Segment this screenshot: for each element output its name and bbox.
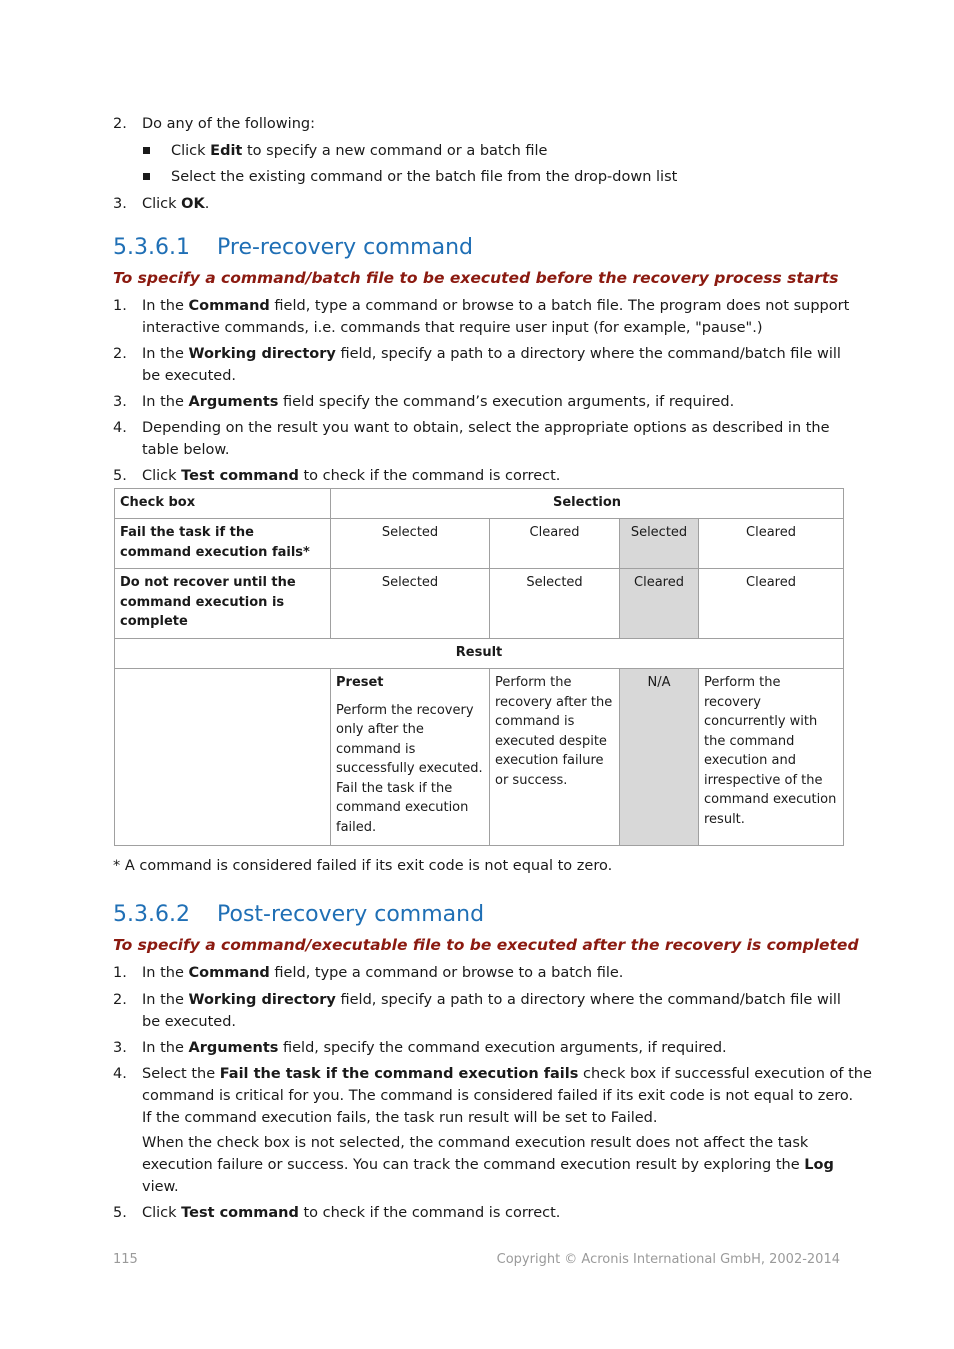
step-text: Do any of the following: [142,116,315,132]
step-text: Depending on the result you want to obtain, select the appropriate options as described in the table below. [142,420,830,458]
step-note: When the check box is not selected, the command execution result does not affect the task execution failure or success. You can track the command execution result by exploring the Log view. [142,1135,834,1195]
table-cell: Cleared [699,569,844,639]
row-label: Fail the task if the command execution fails* [115,519,331,569]
row-label: Do not recover until the command execution is complete [115,569,331,639]
section-title: Pre-recovery command [217,235,473,260]
step-number: 2. [113,992,127,1008]
step-text: In the Working directory field, specify a path to a directory where the command/batch file will be executed. [142,992,841,1030]
step-number: 3. [113,394,127,410]
result-header: Result [115,639,844,669]
procedure-heading: To specify a command/executable file to be executed after the recovery is completed [113,936,859,954]
table-cell: Cleared [699,519,844,569]
table-cell: Selected [620,519,699,569]
step-number: 3. [113,196,127,212]
section-heading [113,902,484,927]
bullet-square-icon [143,147,150,154]
step-text: In the Working directory field, specify a path to a directory where the command/batch file will be executed. [142,346,841,384]
table-header-row [115,489,844,519]
table-row [115,669,844,846]
table-cell: Selected [331,569,490,639]
section-number: 5.3.6.2 [113,902,190,927]
preset-title: Preset [336,675,384,690]
step-number: 1. [113,298,127,314]
step-text: In the Command field, type a command or browse to a batch file. [142,965,624,981]
step-text: Click OK. [142,196,210,212]
preset-text: Perform the recovery only after the command is successfully executed. Fail the task if the command execution failed. [336,702,483,835]
table-cell: Cleared [620,569,699,639]
bullet-item: Select the existing command or the batch file from the drop-down list [171,169,678,185]
page-number: 115 [113,1252,138,1267]
table-cell: Selected [331,519,490,569]
step-text: In the Arguments field specify the command’s execution arguments, if required. [142,394,735,410]
options-table [114,488,844,846]
bullet-item: Click Edit to specify a new command or a batch file [171,143,548,159]
step-number: 2. [113,346,127,362]
step-text: Select the Fail the task if the command execution fails check box if successful execution of the command is critical for you. The command is considered failed if its exit code is not equal to zero. If the command execution fails, the task run result will be set to Failed. [142,1066,872,1126]
section-heading [113,235,473,260]
copyright-notice: Copyright © Acronis International GmbH, 2002-2014 [496,1252,840,1267]
step-number: 4. [113,1066,127,1082]
step-number: 3. [113,1040,127,1056]
table-row [115,639,844,669]
table-cell [331,669,490,846]
step-number: 2. [113,116,127,132]
footnote: * A command is considered failed if its exit code is not equal to zero. [113,858,613,874]
table-cell: Selected [490,569,620,639]
header-selection: Selection [331,489,844,519]
step-text: In the Arguments field, specify the command execution arguments, if required. [142,1040,727,1056]
table-row [115,569,844,639]
step-text: In the Command field, type a command or browse to a batch file. The program does not support interactive commands, i.e. commands that require user input (for example, "pause".) [142,298,850,336]
table-cell: Perform the recovery after the command is executed despite execution failure or success. [490,669,620,846]
step-number: 5. [113,468,127,484]
step-number: 1. [113,965,127,981]
step-number: 4. [113,420,127,436]
table-cell: Cleared [490,519,620,569]
section-title: Post-recovery command [217,902,485,927]
table-cell: N/A [620,669,699,846]
step-text: Click Test command to check if the command is correct. [142,468,561,484]
step-text: Click Test command to check if the command is correct. [142,1205,561,1221]
procedure-heading: To specify a command/batch file to be executed before the recovery process starts [113,269,839,287]
bullet-square-icon [143,173,150,180]
section-number: 5.3.6.1 [113,235,190,260]
table-row [115,519,844,569]
table-cell-empty [115,669,331,846]
step-number: 5. [113,1205,127,1221]
table-cell: Perform the recovery concurrently with the command execution and irrespective of the command execution result. [699,669,844,846]
header-check-box: Check box [115,489,331,519]
